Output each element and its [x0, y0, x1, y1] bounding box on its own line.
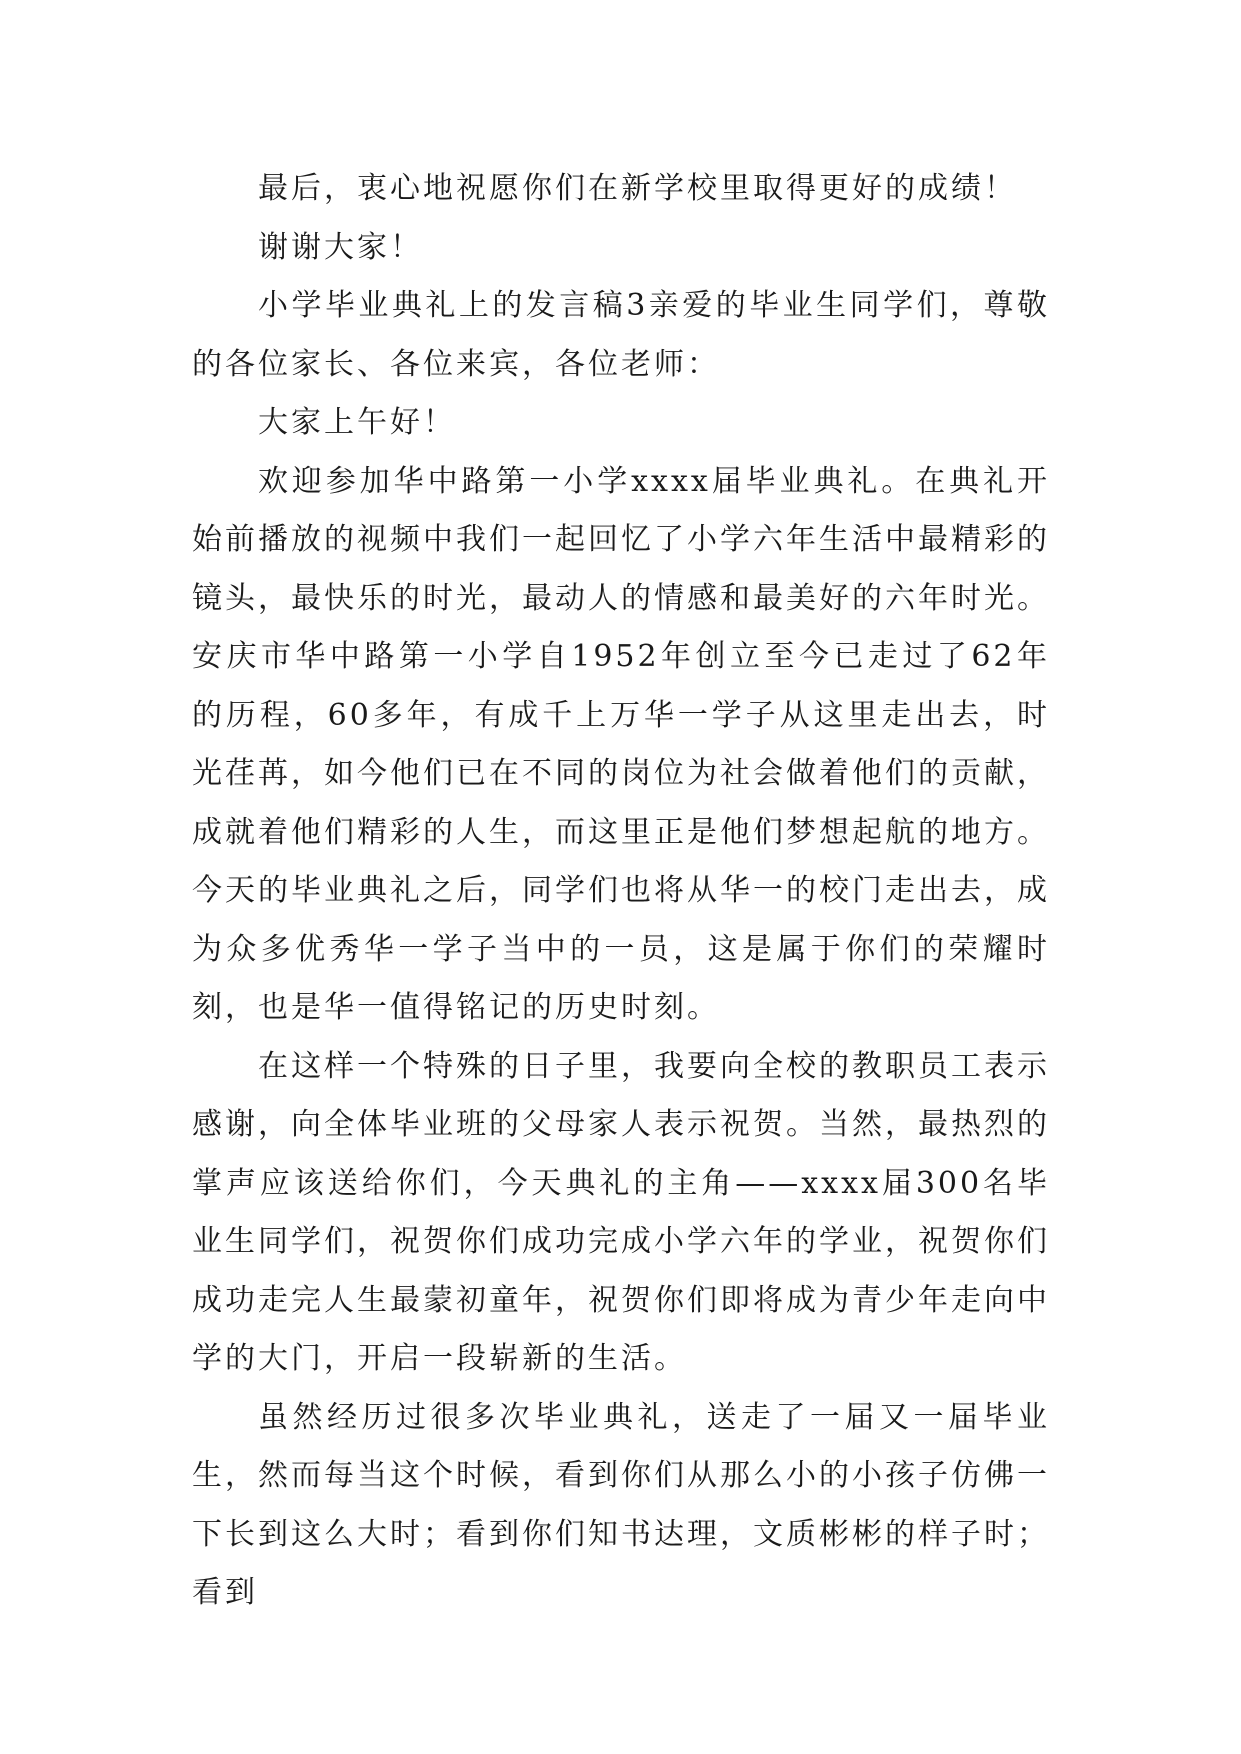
- paragraph-good-morning: 大家上午好！: [258, 405, 456, 440]
- paragraph-reflection: 虽然经历过很多次毕业典礼，送走了一届又一届毕业生，然而每当这个时候，看到你们从那么小的小孩子仿佛一下长到这么大时；看到你们知书达理，文质彬彬的样子时；看到: [192, 1399, 1050, 1610]
- paragraph-welcome: 欢迎参加华中路第一小学xxxx届毕业典礼。在典礼开始前播放的视频中我们一起回忆了小学六年生活中最精彩的镜头，最快乐的时光，最动人的情感和最美好的六年时光。安庆市华中路第一小学自1952年创立至今已走过了62年的历程，60多年，有成千上万华一学子从这里走出去，时光荏苒，如今他们已在不同的岗位为社会做着他们的贡献，成就着他们精彩的人生，而这里正是他们梦想起航的地方。今天的毕业典礼之后，同学们也将从华一的校门走出去，成为众多优秀华一学子当中的一员，这是属于你们的荣耀时刻，也是华一值得铭记的历史时刻。: [192, 463, 1050, 1025]
- document-body: [192, 160, 1050, 1623]
- paragraph-closing-wish: 最后，衷心地祝愿你们在新学校里取得更好的成绩！: [258, 171, 1017, 206]
- paragraph-thanks: 谢谢大家！: [258, 229, 423, 265]
- paragraph-speech-title-greeting: 小学毕业典礼上的发言稿3亲爱的毕业生同学们，尊敬的各位家长、各位来宾，各位老师：: [192, 288, 1050, 382]
- paragraph-gratitude: 在这样一个特殊的日子里，我要向全校的教职员工表示感谢，向全体毕业班的父母家人表示祝贺。当然，最热烈的掌声应该送给你们，今天典礼的主角——xxxx届300名毕业生同学们，祝贺你们成功完成小学六年的学业，祝贺你们成功走完人生最蒙初童年，祝贺你们即将成为青少年走向中学的大门，开启一段崭新的生活。: [192, 1048, 1050, 1376]
